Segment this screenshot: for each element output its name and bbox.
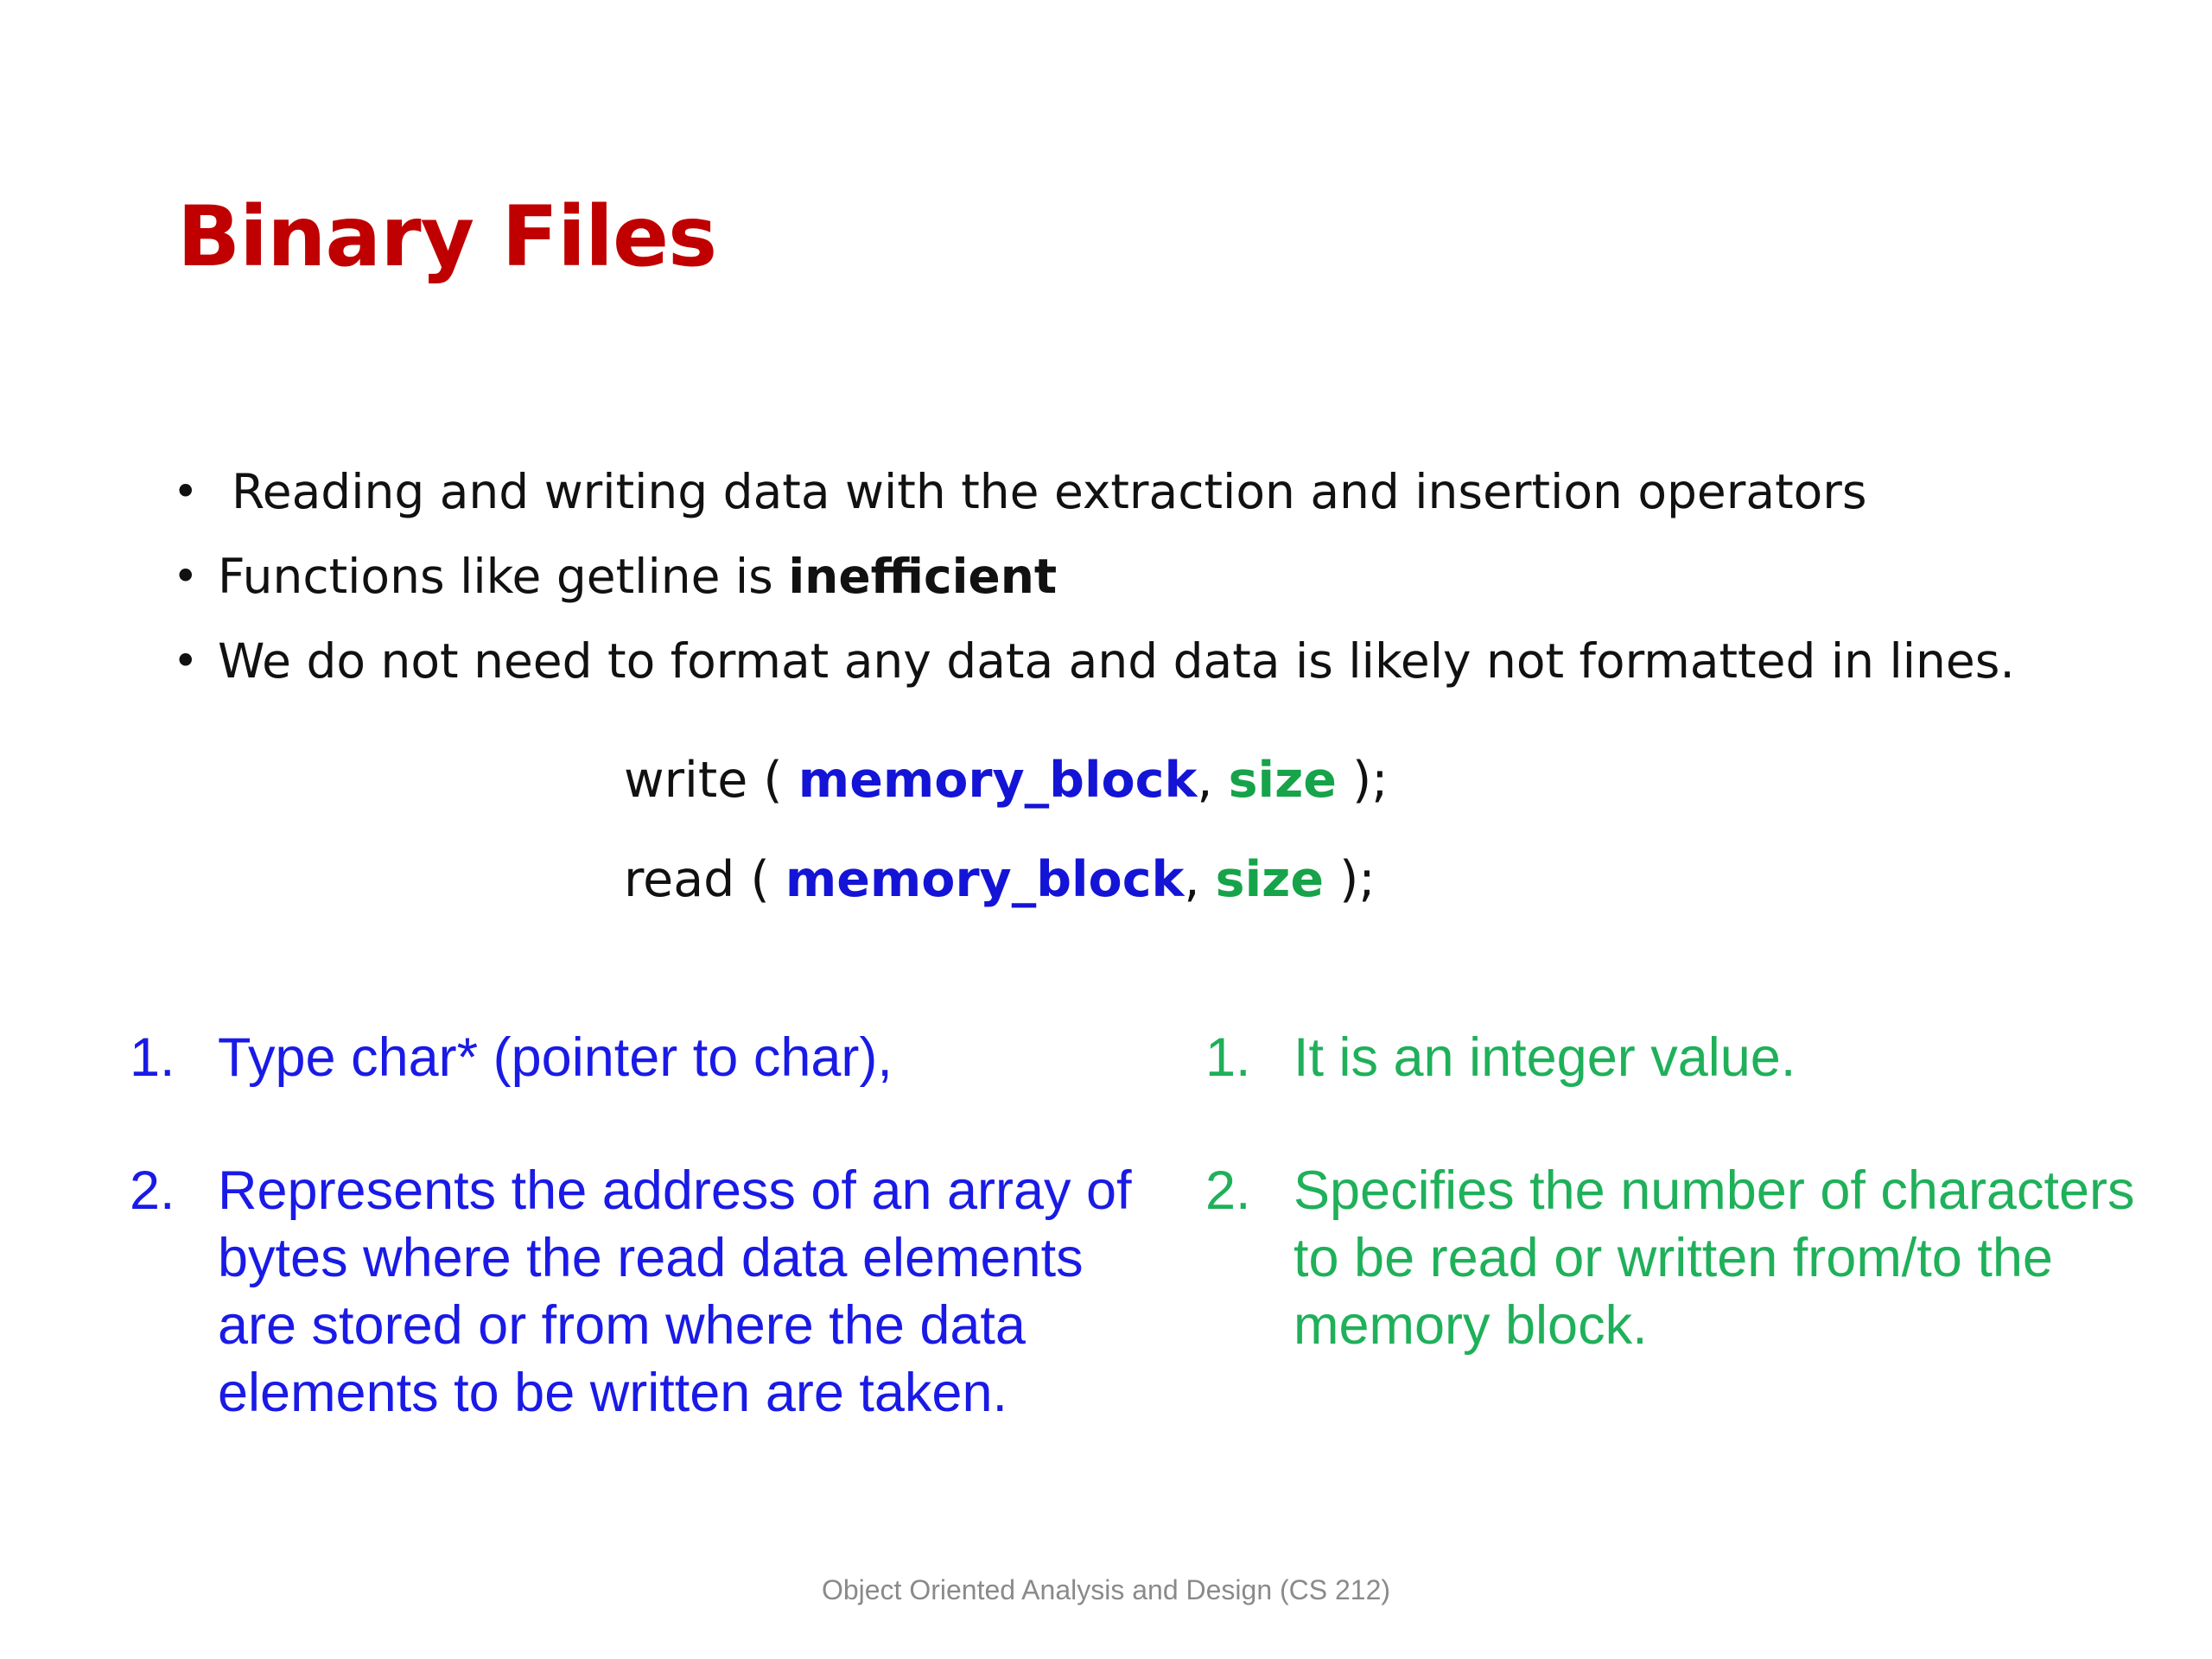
- bullet-text: Reading and writing data with the extraction and insertion operators: [232, 464, 1867, 519]
- code-sep: ,: [1184, 851, 1216, 908]
- bullet-text: Functions like getline is: [218, 549, 789, 604]
- code-func: write (: [624, 752, 798, 809]
- bullet-emphasis: inefficient: [788, 549, 1058, 604]
- item-text: Type char* (pointer to char),: [218, 1027, 893, 1088]
- code-read-signature: [624, 851, 1376, 908]
- bullet-item: [173, 534, 2015, 619]
- numbered-item: [1205, 1024, 2190, 1091]
- bullet-list: [173, 449, 2015, 703]
- memory-block-description: [130, 1024, 1132, 1427]
- code-end: );: [1336, 752, 1389, 809]
- item-text: Specifies the number of characters to be read or written from/to the memory block.: [1294, 1160, 2135, 1356]
- item-text: It is an integer value.: [1294, 1027, 1796, 1088]
- bullet-text: We do not need to format any data and data is likely not formatted in lines.: [218, 633, 2015, 689]
- numbered-item: [130, 1157, 1132, 1427]
- numbered-item: [1205, 1157, 2190, 1359]
- bullet-dot: •: [173, 467, 199, 517]
- item-number: 1.: [1205, 1027, 1251, 1088]
- item-number: 2.: [1205, 1160, 1251, 1221]
- bullet-dot: •: [173, 551, 199, 601]
- numbered-item: [130, 1024, 1132, 1091]
- code-func: read (: [624, 851, 785, 908]
- item-number: 2.: [130, 1160, 175, 1221]
- slide-title: Binary Files: [177, 188, 717, 285]
- code-arg-memory-block: memory_block: [798, 752, 1198, 809]
- code-arg-size: size: [1228, 752, 1337, 809]
- slide-footer: Object Oriented Analysis and Design (CS 212): [821, 1574, 1391, 1605]
- bullet-item: [173, 619, 2015, 703]
- code-sep: ,: [1197, 752, 1229, 809]
- bullet-dot: •: [173, 636, 199, 686]
- code-end: );: [1323, 851, 1376, 908]
- item-text: Represents the address of an array of bytes where the read data elements are stored or from where the data elements to be written are taken.: [218, 1160, 1132, 1423]
- code-arg-memory-block: memory_block: [785, 851, 1185, 908]
- bullet-item: [173, 449, 2015, 534]
- item-number: 1.: [130, 1027, 175, 1088]
- code-write-signature: [624, 752, 1389, 809]
- code-arg-size: size: [1215, 851, 1324, 908]
- size-description: [1205, 1024, 2190, 1359]
